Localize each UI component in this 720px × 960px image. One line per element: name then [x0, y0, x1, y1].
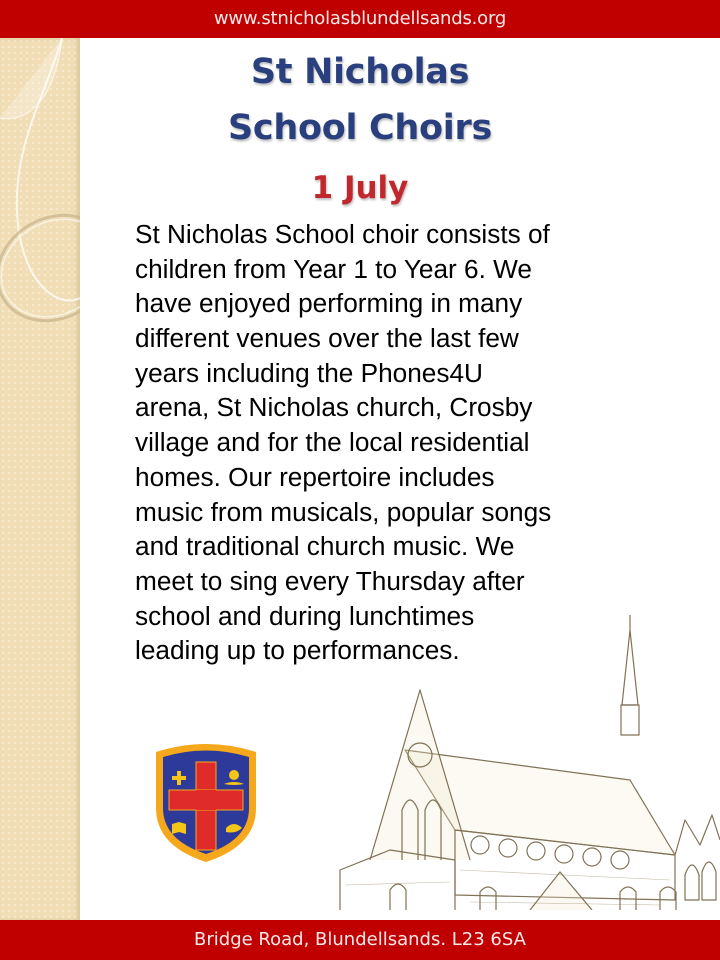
description-line: different venues over the last few — [135, 323, 519, 354]
address-text: Bridge Road, Blundellsands. L23 6SA — [194, 929, 526, 950]
description-paragraph — [135, 217, 655, 668]
description-line: music from musicals, popular songs — [135, 496, 552, 527]
title-line-2: School Choirs — [228, 108, 492, 148]
title-line-1: St Nicholas — [250, 52, 470, 92]
description-line: village and for the local residential — [135, 427, 530, 458]
address-banner — [0, 920, 720, 960]
description-line: school and during lunchtimes — [135, 600, 475, 631]
school-crest-shield — [150, 738, 262, 864]
swirl-ornament-icon — [0, 38, 80, 368]
description-line: meet to sing every Thursday after — [135, 565, 525, 596]
event-date: 1 July — [311, 170, 409, 206]
description-line: homes. Our repertoire includes — [135, 461, 495, 492]
description-line: and traditional church music. We — [135, 531, 515, 562]
description-line: years including the Phones4U — [135, 357, 483, 388]
description-line: leading up to performances. — [135, 635, 460, 666]
decorative-sidebar — [0, 38, 80, 920]
church-sketch — [330, 610, 720, 910]
description-line: children from Year 1 to Year 6. We — [135, 253, 532, 284]
website-url[interactable]: www.stnicholasblundellsands.org — [213, 8, 507, 29]
website-banner — [0, 0, 720, 38]
description-line: arena, St Nicholas church, Crosby — [135, 392, 533, 423]
description-line: St Nicholas School choir consists of — [135, 219, 550, 249]
description-line: have enjoyed performing in many — [135, 288, 523, 319]
